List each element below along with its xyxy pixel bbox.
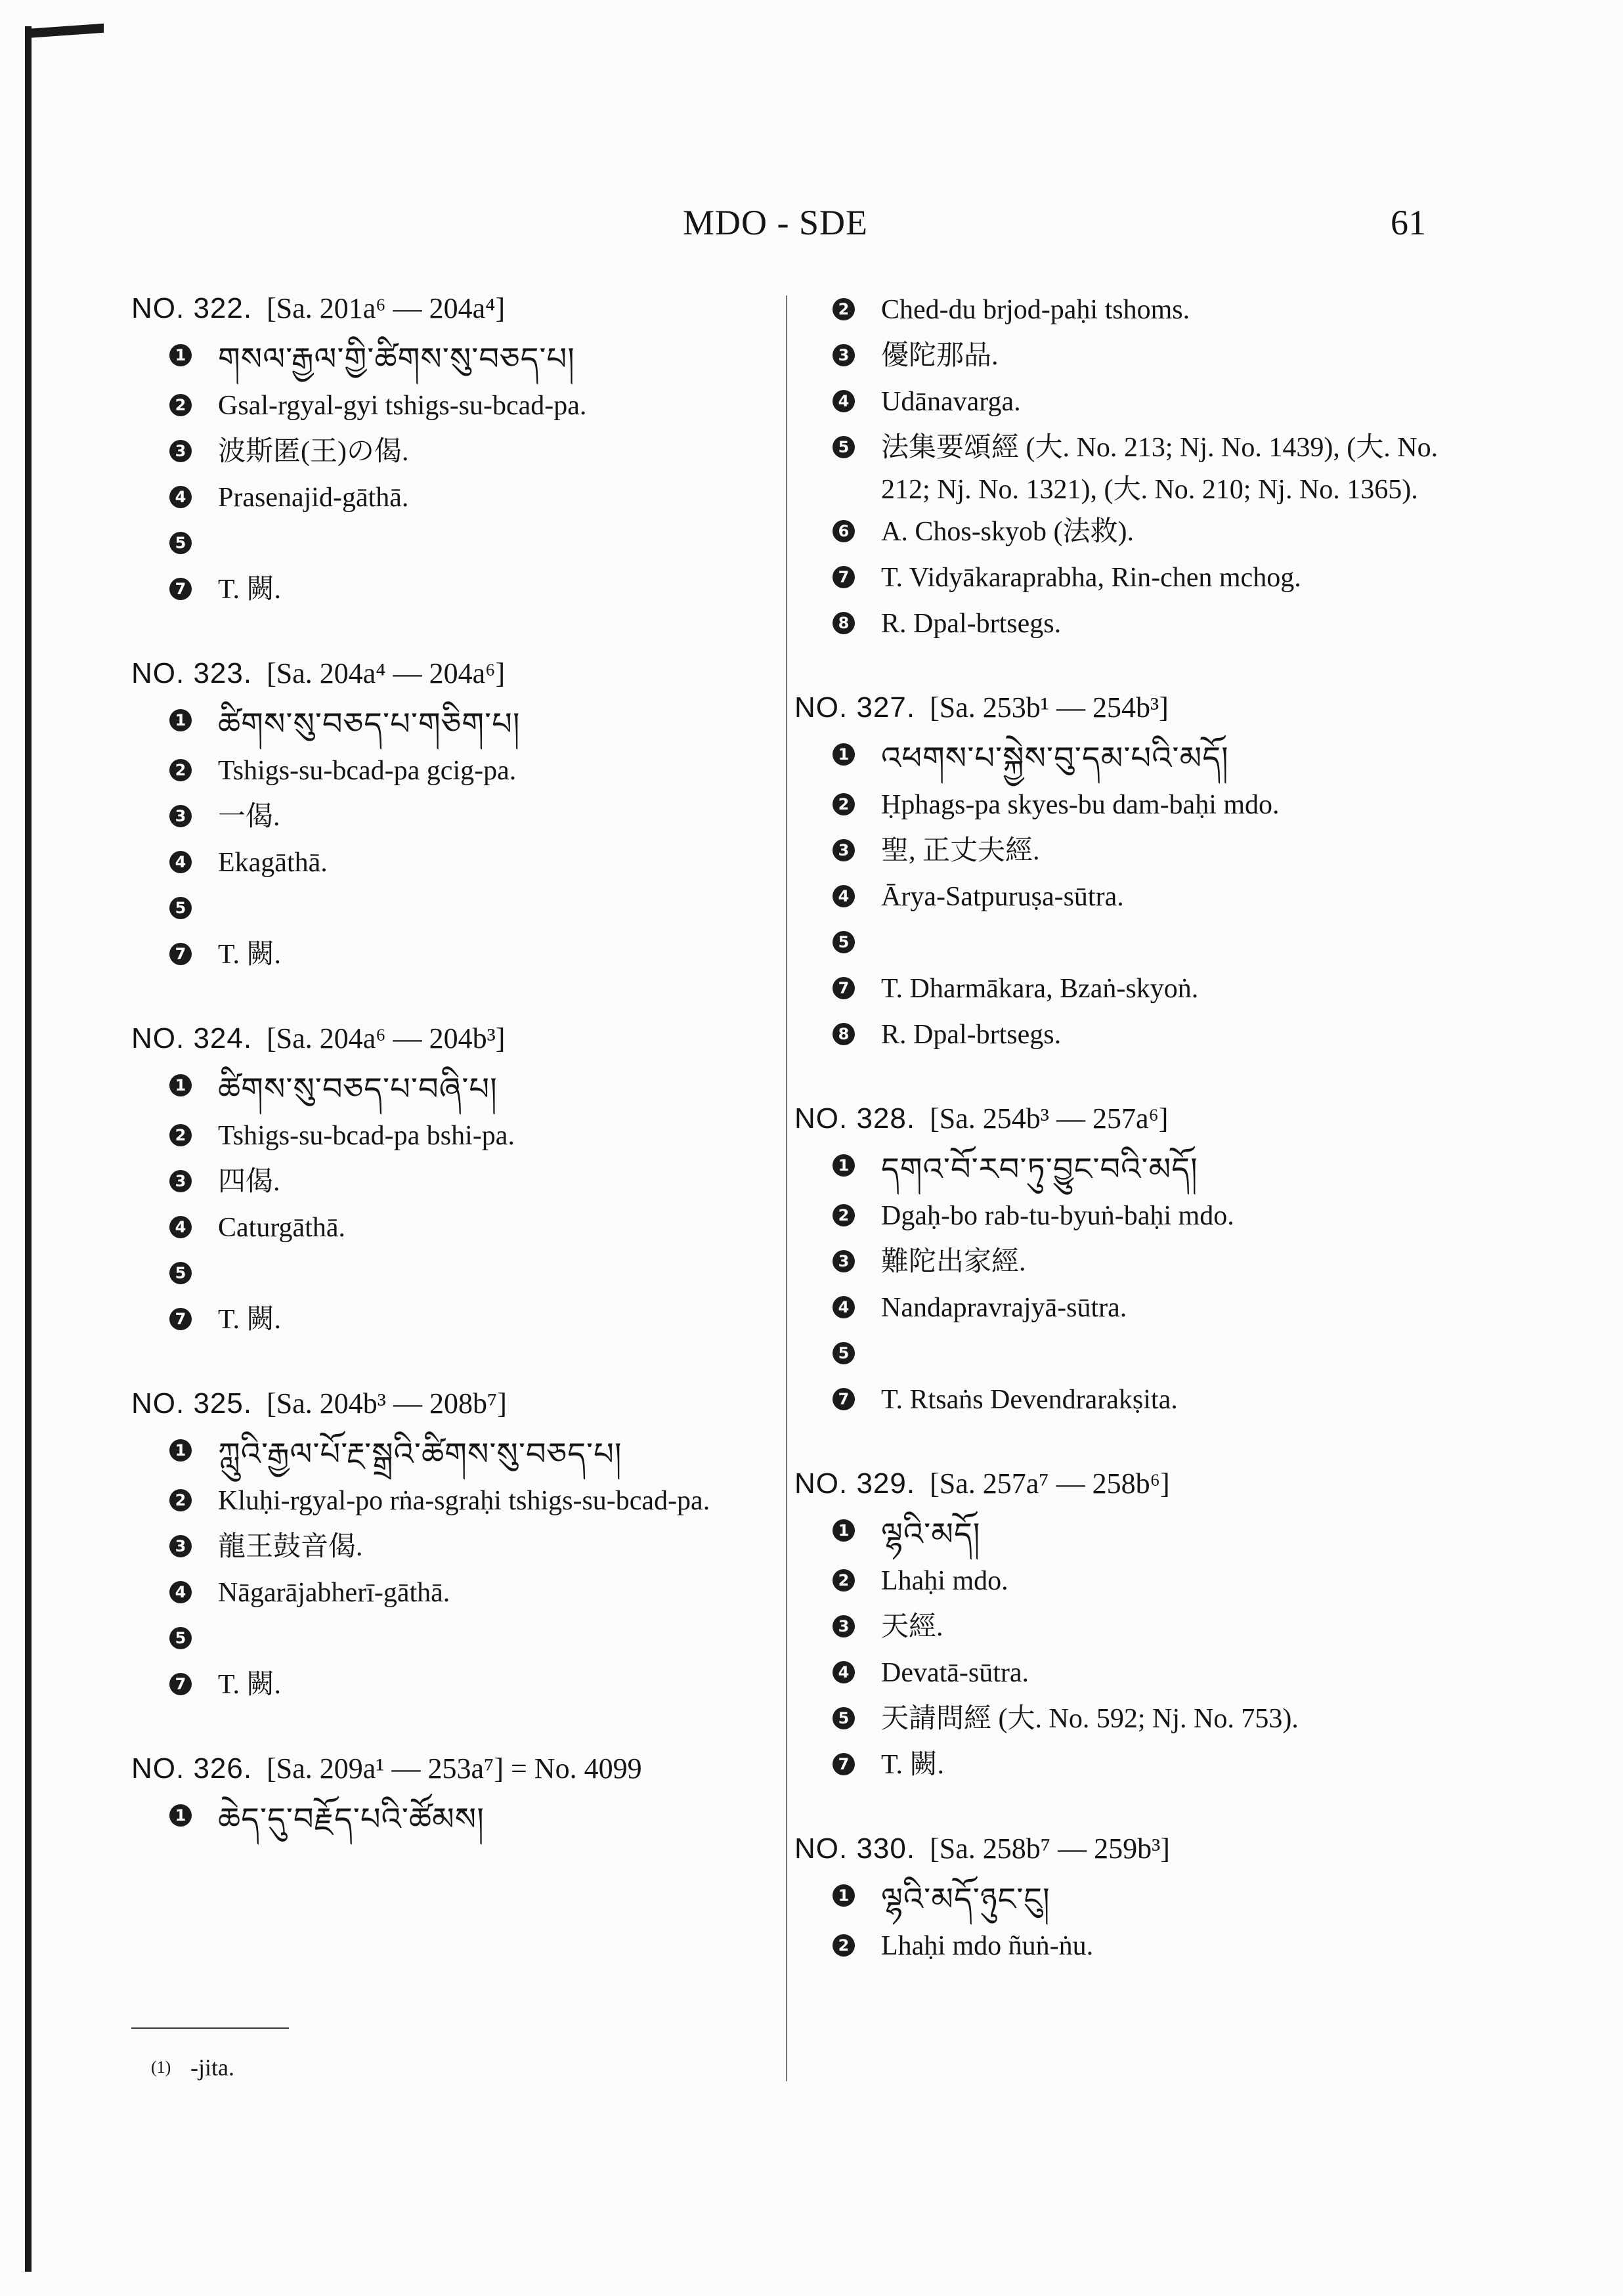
entry-heading <box>131 289 788 328</box>
field-number-badge: 3 <box>169 1170 192 1192</box>
field-number-badge: 1 <box>169 344 192 366</box>
entry-line <box>833 1379 1451 1425</box>
folio-reference: [Sa. 254b³ — 257a⁶] <box>930 1102 1169 1135</box>
field-number-badge: 3 <box>833 1250 855 1272</box>
field-text: Ḥphags-pa skyes-bu dam-baḥi mdo. <box>881 790 1280 820</box>
field-text: A. Chos-skyob (法救). <box>881 517 1134 547</box>
field-number-badge: 7 <box>833 566 855 588</box>
entry-number: NO. 330. <box>794 1832 916 1865</box>
folio-reference: [Sa. 204a⁶ — 204b³] <box>267 1022 506 1054</box>
field-text: 聖, 正丈夫經. <box>881 836 1040 866</box>
field-number-badge: 7 <box>833 1753 855 1775</box>
entry-heading <box>131 1019 788 1058</box>
field-number-badge: 5 <box>833 436 855 458</box>
tibetan-title: ལྷའི་མདོ། <box>881 1517 981 1552</box>
entry-heading <box>131 1749 788 1788</box>
field-number-badge: 5 <box>169 897 192 919</box>
entry-line <box>833 289 1451 335</box>
field-number-badge: 5 <box>833 931 855 953</box>
entry-line <box>833 922 1451 968</box>
field-number-badge: 5 <box>833 1342 855 1364</box>
field-text: Kluḥi-rgyal-po rṅa-sgraḥi tshigs-su-bcad-pa. <box>218 1486 710 1516</box>
entry-line <box>169 1526 788 1572</box>
entry-line <box>169 477 788 523</box>
entry-line <box>169 569 788 615</box>
entry-line <box>833 1333 1451 1379</box>
field-number-badge: 2 <box>833 298 855 320</box>
entry-line <box>169 796 788 842</box>
entry-line <box>169 1430 788 1480</box>
folio-reference: [Sa. 258b⁷ — 259b³] <box>930 1832 1170 1865</box>
footnote-text: -jita. <box>190 2054 234 2081</box>
field-number-badge: 4 <box>169 1581 192 1603</box>
catalog-entry <box>131 1749 788 1845</box>
entry-line <box>833 1606 1451 1652</box>
entry-heading <box>794 688 1451 727</box>
field-text: Ched-du brjod-paḥi tshoms. <box>881 295 1190 325</box>
field-number-badge: 8 <box>833 1023 855 1045</box>
entry-line <box>169 1795 788 1845</box>
field-text: 四偈. <box>218 1167 280 1197</box>
field-text: 優陀那品. <box>881 341 999 371</box>
entry-line <box>169 934 788 980</box>
entry-line <box>169 1618 788 1664</box>
entry-line <box>169 335 788 385</box>
entry-line <box>169 1664 788 1710</box>
field-text: Devatā-sūtra. <box>881 1658 1029 1688</box>
field-text: Nāgarājabherī-gāthā. <box>218 1578 450 1608</box>
entry-line <box>833 603 1451 649</box>
tibetan-title: ཚིགས་སུ་བཅད་པ་གཅིག་པ། <box>218 707 521 742</box>
field-number-badge: 3 <box>169 1535 192 1557</box>
tibetan-title: འཕགས་པ་སྐྱེས་བུ་དམ་པའི་མདོ། <box>881 741 1229 776</box>
entry-heading <box>794 1099 1451 1138</box>
entry-heading <box>131 654 788 693</box>
field-number-badge: 1 <box>169 1439 192 1462</box>
entry-line <box>169 431 788 477</box>
field-number-badge: 3 <box>169 805 192 827</box>
entry-heading <box>794 1829 1451 1869</box>
catalog-entry <box>131 1019 788 1345</box>
entry-number: NO. 326. <box>131 1752 253 1785</box>
folio-reference: [Sa. 204b³ — 208b⁷] <box>267 1387 507 1419</box>
entry-line <box>833 1195 1451 1241</box>
field-number-badge: 2 <box>833 1569 855 1592</box>
catalog-entry <box>131 289 788 615</box>
entry-line <box>833 1744 1451 1790</box>
field-text: Ārya-Satpuruṣa-sūtra. <box>881 882 1124 912</box>
entry-line <box>169 888 788 934</box>
tibetan-title: ཚིགས་སུ་བཅད་པ་བཞི་པ། <box>218 1072 498 1107</box>
field-number-badge: 1 <box>833 743 855 766</box>
entry-line <box>833 1241 1451 1287</box>
field-number-badge: 2 <box>169 394 192 416</box>
entry-line <box>833 1287 1451 1333</box>
field-text: R. Dpal-brtsegs. <box>881 1020 1062 1050</box>
tibetan-title: དགའ་བོ་རབ་ཏུ་བྱུང་བའི་མདོ། <box>881 1152 1198 1187</box>
catalog-entry <box>131 654 788 980</box>
field-number-badge: 4 <box>169 851 192 873</box>
entry-number: NO. 323. <box>131 657 253 689</box>
field-number-badge: 3 <box>169 440 192 462</box>
field-text: 難陀出家經. <box>881 1247 1026 1277</box>
field-number-badge: 4 <box>833 1296 855 1318</box>
field-number-badge: 2 <box>169 1124 192 1146</box>
entry-line <box>169 1207 788 1253</box>
field-number-badge: 6 <box>833 520 855 542</box>
folio-reference: [Sa. 204a⁴ — 204a⁶] <box>267 657 506 689</box>
field-number-badge: 4 <box>169 486 192 508</box>
entry-line <box>833 876 1451 922</box>
field-text: 法集要頌經 (大. No. 213; Nj. No. 1439), (大. No. 212; Nj. No. 1321), (大. No. 210; Nj. No. 1365). <box>881 433 1439 505</box>
field-text: Tshigs-su-bcad-pa gcig-pa. <box>218 756 517 786</box>
tibetan-title: ཆེད་དུ་བརྗོད་པའི་ཚོམས། <box>218 1802 485 1837</box>
field-number-badge: 7 <box>169 943 192 965</box>
field-number-badge: 4 <box>833 390 855 412</box>
field-number-badge: 1 <box>833 1884 855 1907</box>
field-number-badge: 7 <box>169 578 192 600</box>
field-text: 龍王鼓音偈. <box>218 1532 363 1562</box>
entry-line <box>169 1161 788 1207</box>
entry-line <box>833 1145 1451 1195</box>
entry-line <box>833 1925 1451 1971</box>
entry-line <box>169 1065 788 1115</box>
field-text: Lhaḥi mdo. <box>881 1566 1008 1596</box>
field-number-badge: 5 <box>169 532 192 554</box>
catalog-entry <box>794 1464 1451 1790</box>
field-text: T. 闕. <box>218 1305 282 1335</box>
entry-line <box>833 968 1451 1014</box>
field-text: T. 闕. <box>218 940 282 970</box>
entry-line <box>169 842 788 888</box>
entry-line <box>169 385 788 431</box>
field-text: Gsal-rgyal-gyi tshigs-su-bcad-pa. <box>218 391 587 421</box>
field-text: 天經. <box>881 1612 943 1642</box>
field-text: R. Dpal-brtsegs. <box>881 609 1062 639</box>
field-number-badge: 4 <box>169 1216 192 1238</box>
field-text: T. 闕. <box>881 1750 945 1780</box>
entry-line <box>833 1652 1451 1698</box>
field-number-badge: 2 <box>833 1204 855 1226</box>
folio-reference: [Sa. 209a¹ — 253a⁷] = No. 4099 <box>267 1752 642 1785</box>
entry-line <box>169 700 788 750</box>
catalog-entry <box>794 1099 1451 1425</box>
field-number-badge: 4 <box>833 1661 855 1683</box>
entry-line <box>169 523 788 569</box>
footnote-rule <box>131 2027 289 2029</box>
entry-line <box>833 1510 1451 1560</box>
catalog-entry <box>794 688 1451 1060</box>
entry-line <box>169 1253 788 1299</box>
tibetan-title: ཀླུའི་རྒྱལ་པོ་རྔ་སྒྲའི་ཚིགས་སུ་བཅད་པ། <box>218 1437 622 1472</box>
entry-line <box>169 1299 788 1345</box>
tibetan-title: ལྷའི་མདོ་ཉུང་ངུ། <box>881 1882 1050 1917</box>
entry-number: NO. 328. <box>794 1102 916 1135</box>
field-number-badge: 1 <box>169 1074 192 1096</box>
field-text: T. 闕. <box>218 574 282 605</box>
field-number-badge: 7 <box>169 1673 192 1695</box>
field-text: Lhaḥi mdo ñuṅ-ṅu. <box>881 1931 1094 1961</box>
field-text: Ekagāthā. <box>218 848 328 878</box>
field-number-badge: 2 <box>169 759 192 781</box>
entry-line <box>833 427 1451 511</box>
page-number: 61 <box>1391 203 1426 242</box>
field-number-badge: 2 <box>169 1489 192 1511</box>
field-number-badge: 1 <box>833 1154 855 1177</box>
entry-line <box>169 1115 788 1161</box>
entry-line <box>833 381 1451 427</box>
catalog-entry <box>131 1384 788 1710</box>
entry-line <box>833 511 1451 557</box>
entry-line <box>169 1572 788 1618</box>
catalog-entry <box>794 289 1451 649</box>
field-number-badge: 1 <box>169 709 192 731</box>
entry-number: NO. 329. <box>794 1467 916 1500</box>
tibetan-title: གསལ་རྒྱལ་གྱི་ཚིགས་སུ་བཅད་པ། <box>218 342 575 377</box>
scan-corner-mark <box>25 24 104 38</box>
field-text: 波斯匿(王)の偈. <box>218 437 409 467</box>
field-text: T. 闕. <box>218 1670 282 1700</box>
field-text: T. Vidyākaraprabha, Rin-chen mchog. <box>881 563 1301 593</box>
catalog-entry <box>794 1829 1451 1971</box>
entry-line <box>833 335 1451 381</box>
entry-number: NO. 327. <box>794 691 916 724</box>
field-number-badge: 2 <box>833 1934 855 1957</box>
field-text: Udānavarga. <box>881 387 1021 417</box>
entry-line <box>833 557 1451 603</box>
entry-line <box>169 1480 788 1526</box>
column-divider <box>786 295 787 2081</box>
field-number-badge: 1 <box>169 1804 192 1827</box>
field-number-badge: 3 <box>833 839 855 861</box>
field-text: T. Dharmākara, Bzaṅ-skyoṅ. <box>881 974 1199 1004</box>
entry-line <box>833 1698 1451 1744</box>
right-column <box>794 289 1451 2010</box>
footnote-mark: (1) <box>151 2058 171 2077</box>
field-number-badge: 8 <box>833 612 855 634</box>
scan-edge <box>25 26 32 2272</box>
field-text: 一偈. <box>218 802 280 832</box>
field-text: Nandapravrajyā-sūtra. <box>881 1293 1127 1323</box>
field-text: Prasenajid-gāthā. <box>218 483 409 513</box>
entry-line <box>833 1875 1451 1925</box>
field-text: T. Rtsaṅs Devendrarakṣita. <box>881 1385 1178 1415</box>
field-number-badge: 5 <box>169 1627 192 1649</box>
field-text: 天請問經 (大. No. 592; Nj. No. 753). <box>881 1704 1299 1734</box>
field-number-badge: 3 <box>833 1615 855 1637</box>
field-number-badge: 5 <box>833 1707 855 1729</box>
entry-heading <box>131 1384 788 1423</box>
entry-line <box>833 734 1451 784</box>
entry-number: NO. 322. <box>131 292 253 324</box>
entry-number: NO. 324. <box>131 1022 253 1054</box>
folio-reference: [Sa. 201a⁶ — 204a⁴] <box>267 292 506 324</box>
field-number-badge: 2 <box>833 793 855 815</box>
field-number-badge: 1 <box>833 1519 855 1542</box>
field-number-badge: 3 <box>833 344 855 366</box>
field-text: Tshigs-su-bcad-pa bshi-pa. <box>218 1121 515 1151</box>
field-number-badge: 4 <box>833 885 855 907</box>
entry-line <box>833 1014 1451 1060</box>
entry-line <box>833 830 1451 876</box>
entry-line <box>833 784 1451 830</box>
left-column <box>131 289 788 1884</box>
field-text: Caturgāthā. <box>218 1213 346 1243</box>
entry-heading <box>794 1464 1451 1504</box>
field-number-badge: 7 <box>833 1388 855 1410</box>
entry-number: NO. 325. <box>131 1387 253 1419</box>
field-number-badge: 7 <box>833 977 855 999</box>
field-text: Dgaḥ-bo rab-tu-byuṅ-baḥi mdo. <box>881 1201 1234 1231</box>
field-number-badge: 7 <box>169 1308 192 1330</box>
folio-reference: [Sa. 253b¹ — 254b³] <box>930 691 1169 724</box>
folio-reference: [Sa. 257a⁷ — 258b⁶] <box>930 1467 1170 1500</box>
entry-line <box>833 1560 1451 1606</box>
running-head: MDO - SDE <box>683 203 869 242</box>
field-number-badge: 5 <box>169 1262 192 1284</box>
entry-line <box>169 750 788 796</box>
